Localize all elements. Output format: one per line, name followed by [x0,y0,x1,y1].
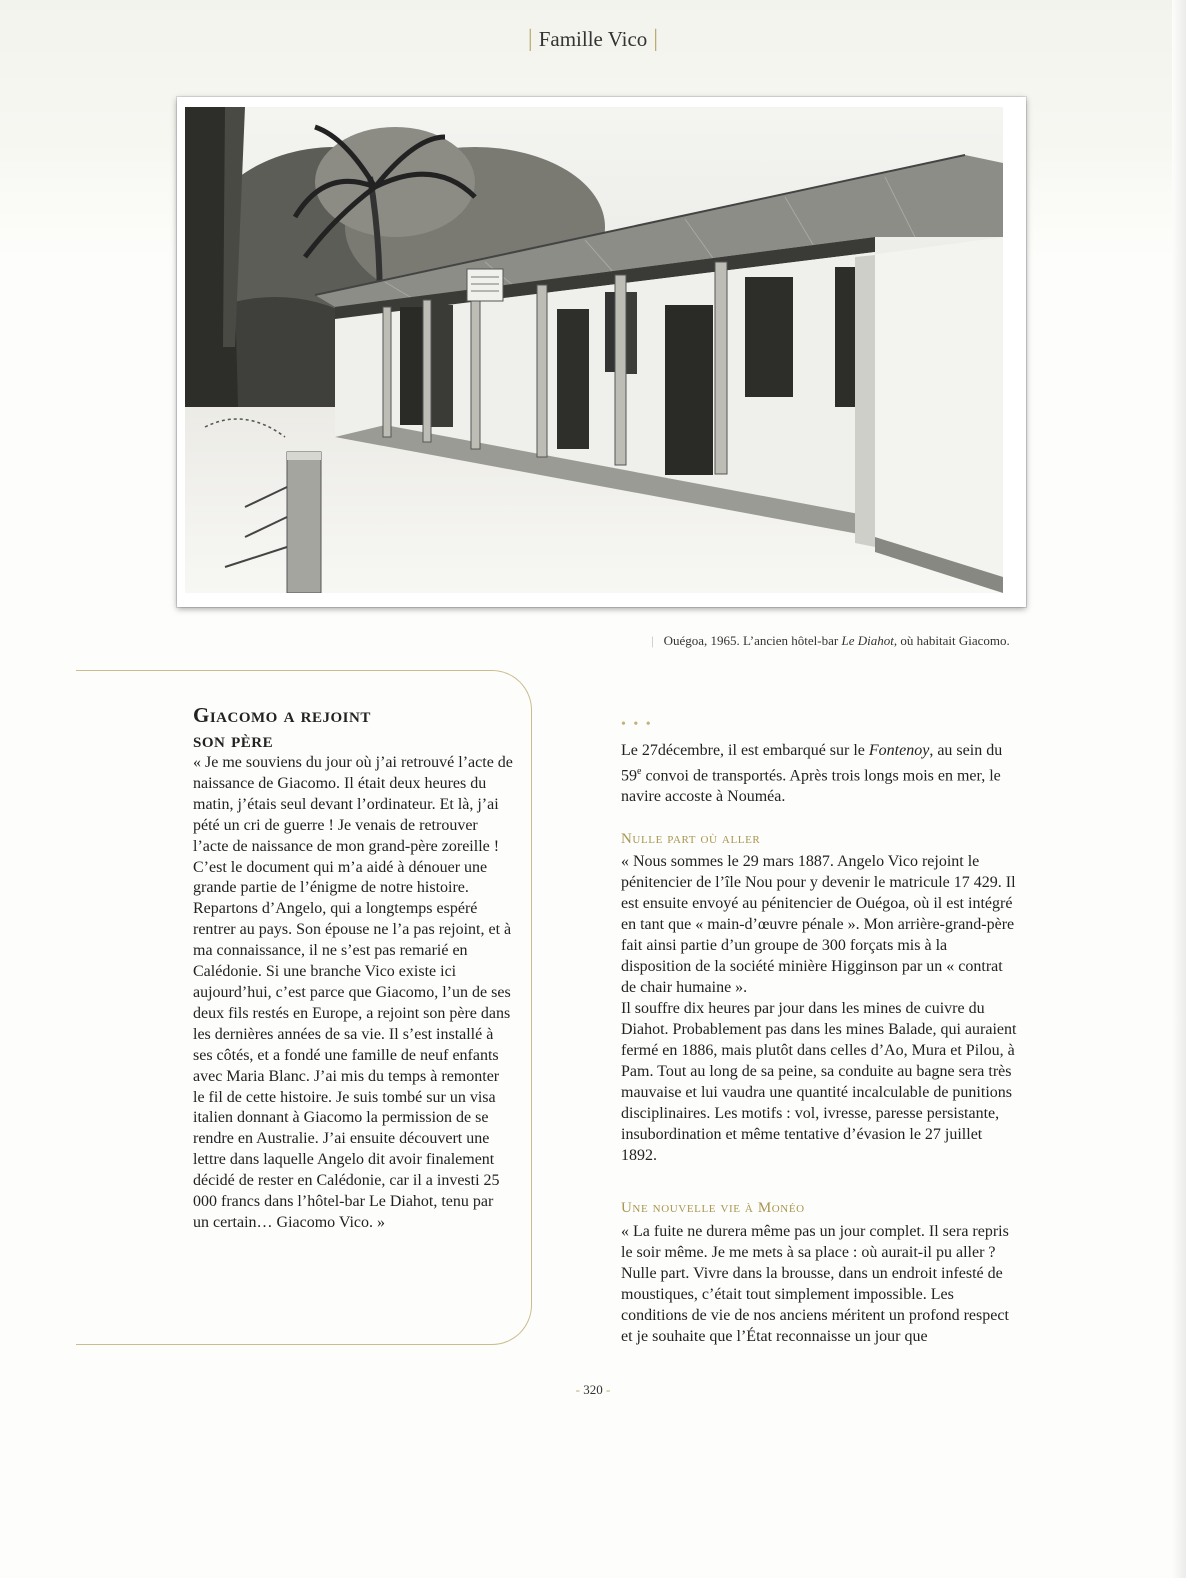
page-number-dash-left: - [575,1382,584,1397]
page-number [0,1382,1186,1398]
section2-title: Une nouvelle vie à Monéo [621,1200,805,1216]
section1-title: Nulle part où aller [621,831,761,847]
header-separator-left: | [527,26,533,52]
caption-prefix: Ouégoa, 1965. L’ancien hôtel-bar [663,633,842,648]
intro-text-a: Le 27décembre, il est embarqué sur le [621,742,869,759]
intro-text-b: , au sein du 59 [621,742,1003,785]
section2-body [621,1221,1021,1347]
sidebar-title [193,703,513,753]
section1-paragraph2: Il souffre dix heures par jour dans les mines de cuivre du Diahot. Probablement pas dans les mines Balade, qui auraient fermé en 1886, mais plutôt dans celles d’Ao, Mura et Pilou, à Pam. Tout au long de sa peine, sa conduite au bagne sera très mauvaise et lui vaudra une quantité incalculable de punitions disciplinaires. Les motifs : vol, ivresse, paresse persistante, insubordination et même tentative d’évasion le 27 juillet 1892. [621,1000,1017,1164]
section1-paragraph1: « Nous sommes le 29 mars 1887. Angelo Vico rejoint le pénitencier de l’île Nou pour y devenir le matricule 17 429. Il est ensuite envoyé au pénitencier de Ouégoa, où il est intégré en tant que « main-d’œuvre pénale ». Mon arrière-grand-père fait ainsi partie d’un groupe de 300 forçats mis à la disposition de la société minière Higginson par un « contrat de chair humaine ». [621,853,1016,996]
building-photo-illustration [185,107,1003,593]
building-photo [185,107,1003,593]
sidebar-body: « Je me souviens du jour où j’ai retrouvé l’acte de naissance de Giacomo. Il était deux heures du matin, j’étais seul devant l’ordinateur. Et là, j’ai pété un cri de guerre ! Je venais de retrouver l’acte de naissance de mon grand-père zoreille ! C’est le document qui m’a aidé à dénouer une grande partie de l’énigme de notre histoire. Repartons d’Angelo, qui a longtemps espéré rentrer au pays. Son épouse ne l’a pas rejoint, et à ma connaissance, il ne s’est pas remarié en Calédonie. Si une branche Vico existe ici aujourd’hui, c’est parce que Giacomo, l’un de ses deux fils restés en Europe, a rejoint son père dans les dernières années de sa vie. Il s’est installé à ses côtés, et a fondé une famille de neuf enfants avec Maria Blanc. J’ai mis du temps à remonter le fil de cette histoire. Je suis tombé sur un visa italien donnant à Giacomo la permission de se rendre en Australie. J’ai ensuite découvert une lettre dans laquelle Angelo dit avoir finalement décidé de rester en Calédonie, car il a investi 25 000 francs dans l’hôtel-bar Le Diahot, tenu par un certain… Giacomo Vico. » [193,754,513,1231]
header-separator-right: | [653,26,659,52]
sidebar-title-line1: Giacomo a rejoint [193,703,371,727]
intro-text-c: convoi de transportés. Après trois longs mois en mer, le navire accoste à Nouméa. [621,767,1001,806]
caption-suffix: , où habitait Giacomo. [893,633,1010,648]
section1-body [621,851,1021,1166]
intro-superscript: e [637,766,642,777]
page-number-dash-right: - [602,1382,611,1397]
running-header [0,26,1186,53]
caption-separator: | [651,633,654,648]
sidebar-title-line2: son père [193,728,274,752]
intro-paragraph [621,740,1021,807]
photo-caption [651,633,1010,649]
caption-italic: Le Diahot [841,633,894,648]
section-dots: • • • [621,717,653,732]
page-number-value: 320 [583,1382,603,1397]
section2-paragraph1: « La fuite ne durera même pas un jour complet. Il sera repris le soir même. Je me mets à sa place : où aurait-il pu aller ? Nulle part. Vivre dans la brousse, dans un endroit infesté de moustiques, c’était tout simplement impossible. Les conditions de vie de nos anciens méritent un profond respect et je souhaite que l’État reconnaisse un jour que [621,1223,1009,1345]
header-title: Famille Vico [538,27,648,51]
intro-ship-name: Fontenoy [868,742,930,759]
photo-frame [177,97,1026,607]
page-edge-shadow [1172,0,1186,1578]
